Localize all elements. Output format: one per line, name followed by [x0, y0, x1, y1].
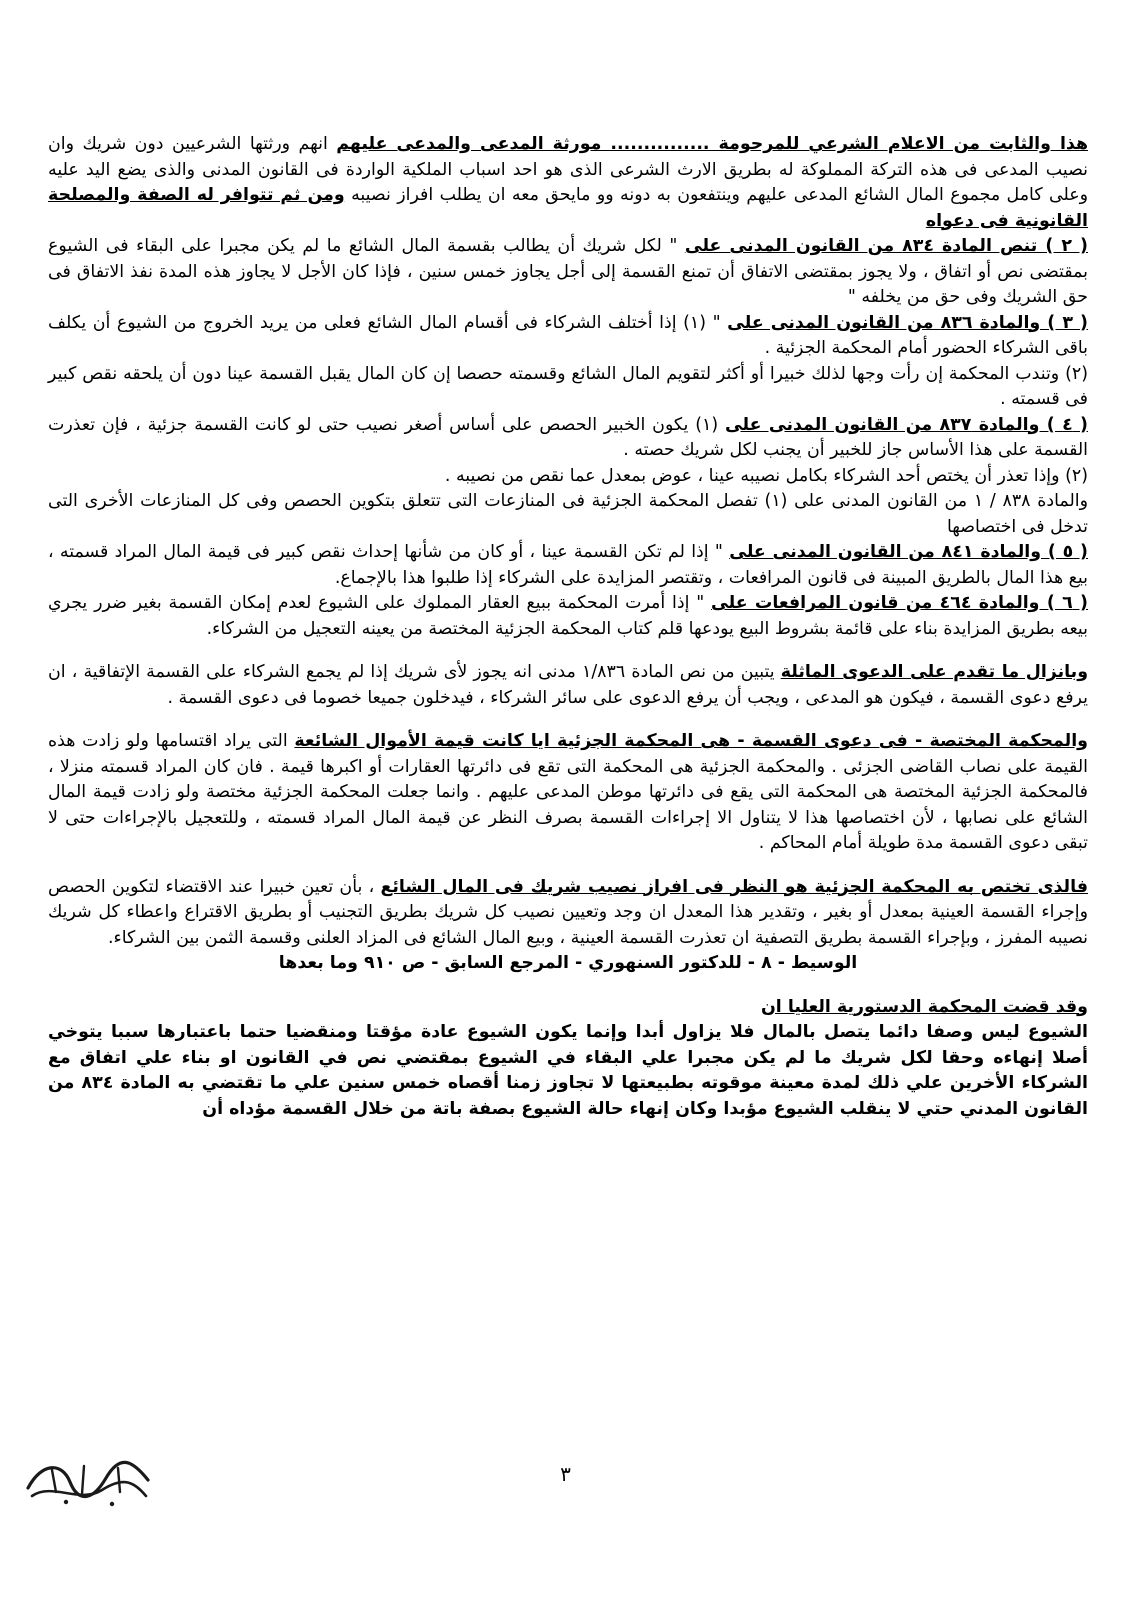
- article-836-paragraph: [48, 311, 1088, 362]
- article-464-text: " إذا أمرت المحكمة ببيع العقار المملوك على الشيوع لعدم إمكان القسمة بغير ضرر يجري بيعه بطريق المزايدة بناء على قائمة بشروط البيع يودعها قلم كتاب المحكمة الجزئية المختصة من يعينه التعجيل من الشركاء.: [48, 593, 1088, 639]
- article-834-text: " لكل شريك أن يطالب بقسمة المال الشائع ما لم يكن مجبرا على البقاء فى الشيوع بمقتضى نص أو اتفاق ، ولا يجوز بمقتضى الاتفاق أن تمنع القسمة إلى أجل يجاوز خمس سنين ، فإذا كان الأجل لا يجاوز هذه المدة نفذ الاتفاق فى حق الشريك وفى حق من يخلفه ": [48, 236, 1088, 307]
- article-837-text: (١) يكون الخبير الحصص على أساس أصغر نصيب حتى لو كانت القسمة جزئية ، فإن تعذرت القسمة على هذا الأساس جاز للخبير أن يجنب لكل شريك حصته .: [48, 414, 1088, 460]
- signature-stamp: [22, 1452, 154, 1510]
- document-page: [48, 132, 1088, 1122]
- application-text: يتبين من نص المادة ١/٨٣٦ مدنى انه يجوز لأى شريك إذا لم يجمع الشركاء على القسمة الإتفاقية ، ان يرفع دعوى القسمة ، فيكون هو المدعى ، ويجب أن يرفع الدعوى على سائر الشركاء ، فيدخلون جميعا خصوما فى دعوى القسمة .: [48, 662, 1088, 708]
- article-836-text: " (١) إذا أختلف الشركاء فى أقسام المال الشائع فعلى من يريد الخروج من الشيوع أن يكلف باقى الشركاء الحضور أمام المحكمة الجزئية .: [48, 312, 1088, 358]
- article-841-paragraph: [48, 540, 1088, 591]
- application-lead: وبانزال ما تقدم على الدعوى الماثلة: [780, 662, 1089, 682]
- article-837-paragraph: [48, 413, 1088, 464]
- competence-lead: فالذى تختص به المحكمة الجزئية هو النظر فى افراز نصيب شريك فى المال الشائع: [380, 876, 1089, 897]
- article-834-paragraph: [48, 234, 1088, 311]
- competence-paragraph: [48, 875, 1088, 952]
- article-464-lead: ( ٦ ) والمادة ٤٦٤ من قانون المرافعات على: [711, 593, 1088, 613]
- intro-tail: ومن ثم تتوافر له الصفة والمصلحة القانونية فى دعواه: [48, 185, 1088, 231]
- competence-text: ، بأن تعين خبيرا عند الاقتضاء لتكوين الحصص وإجراء القسمة العينية بمعدل أو بغير ، وتقدير هذا المعدل ان وجد وتعيين نصيب كل شريك بطريق التجنيب أو بطريق الاقتراع واعطاء كل شريك نصيبه المفرز ، وبإجراء القسمة بطريق التصفية ان تعذرت القسمة العينية ، وبيع المال الشائع فى المزاد العلنى وقسمة الثمن بين الشركاء.: [48, 876, 1088, 948]
- intro-lead: هذا والثابت من الاعلام الشرعي للمرحومة ............... مورثة المدعى والمدعى عليهم: [336, 134, 1089, 154]
- ruling-heading: وقد قضت المحكمة الدستورية العليا ان: [760, 996, 1088, 1017]
- article-836-clause-2: (٢) وتندب المحكمة إن رأت وجها لذلك خبيرا أو أكثر لتقويم المال الشائع وقسمته حصصا إن كان المال يقبل القسمة عينا دون أن يلحقه نقص كبير فى قسمته .: [48, 363, 1088, 409]
- article-837-clause-2: (٢) وإذا تعذر أن يختص أحد الشركاء بكامل نصيبه عينا ، عوض بمعدل عما نقص من نصيبه .: [444, 465, 1088, 486]
- article-464-paragraph: [48, 591, 1088, 642]
- jurisdiction-paragraph: [48, 729, 1088, 857]
- reference-citation: الوسيط - ٨ - للدكتور السنهوري - المرجع السابق - ص ٩١٠ وما بعدها: [278, 953, 858, 973]
- intro-paragraph: [48, 132, 1088, 234]
- article-834-lead: ( ٢ ) تنص المادة ٨٣٤ من القانون المدنى على: [684, 236, 1088, 256]
- article-841-lead: ( ٥ ) والمادة ٨٤١ من القانون المدنى على: [729, 542, 1089, 562]
- jurisdiction-text: التى يراد اقتسامها ولو زادت هذه القيمة على نصاب القاضى الجزئى . والمحكمة الجزئية هى المحكمة التى تقع فى دائرتها العقارات أو اكبرها قيمة . فان كان المراد قسمته منزلا ، فالمحكمة الجزئية المختصة هى المحكمة التى يقع فى دائرتها موطن المدعى عليهم . وانما جعلت المحكمة الجزئية مختصة ولو زادت قيمة المال الشائع على نصابها ، لأن اختصاصها هذا لا يتناول الا إجراءات القسمة بصرف النظر عن قيمة المال المراد قسمته ، وللتعجيل بالإجراءات حتى لا تبقى دعوى القسمة مدة طويلة أمام المحاكم .: [48, 731, 1088, 853]
- article-838-paragraph: والمادة ٨٣٨ / ١ من القانون المدنى على (١) تفصل المحكمة الجزئية فى المنازعات التى تتعلق بتكوين الحصص وفى كل المنازعات الأخرى التى تدخل فى اختصاصها: [48, 491, 1089, 537]
- application-paragraph: [48, 660, 1088, 711]
- intro-text: انهم ورثتها الشرعيين دون شريك وان نصيب المدعى فى هذه التركة المملوكة له بطريق الارث الشرعى الذى هو احد اسباب الملكية الواردة فى القانون المدنى والذى يضع اليد عليه وعلى كامل مجموع المال الشائع المدعى عليهم وينتفعون به دونه وو مايحق معه ان يطلب افراز نصيبه: [48, 134, 1089, 205]
- article-837-lead: ( ٤ ) والمادة ٨٣٧ من القانون المدنى على: [724, 414, 1088, 435]
- ruling-text: الشيوع ليس وصفا دائما يتصل بالمال فلا يزاول أبدا وإنما يكون الشيوع عادة مؤقتا ومنقضيا حتما باعتبارها سببا يتوخي أصلا إنهاءه وحقا لكل شريك ما لم يكن مجبرا علي البقاء في الشيوع بمقتضي نص في القانون او بناء علي اتفاق مع الشركاء الأخرين علي ذلك لمدة معينة موقوته بطبيعتها لا تجاوز زمنا أقصاه خمس سنين علي ما تقتضي به المادة ٨٣٤ من القانون المدني حتي لا ينقلب الشيوع مؤبدا وكان إنهاء حالة الشيوع بصفة باتة من خلال القسمة مؤداه أن: [48, 1022, 1088, 1119]
- article-836-lead: ( ٣ ) والمادة ٨٣٦ من القانون المدنى على: [727, 312, 1088, 333]
- page-number: ٣: [560, 1462, 571, 1486]
- article-841-text: " إذا لم تكن القسمة عينا ، أو كان من شأنها إحداث نقص كبير فى قيمة المال المراد قسمته ، بيع هذا المال بالطريق المبينة فى قانون المرافعات ، وتقتصر المزايدة على الشركاء إذا طلبوا هذا بالإجماع.: [48, 542, 1088, 588]
- jurisdiction-lead: والمحكمة المختصة - فى دعوى القسمة - هى المحكمة الجزئية ايا كانت قيمة الأموال الشائعة: [294, 731, 1088, 751]
